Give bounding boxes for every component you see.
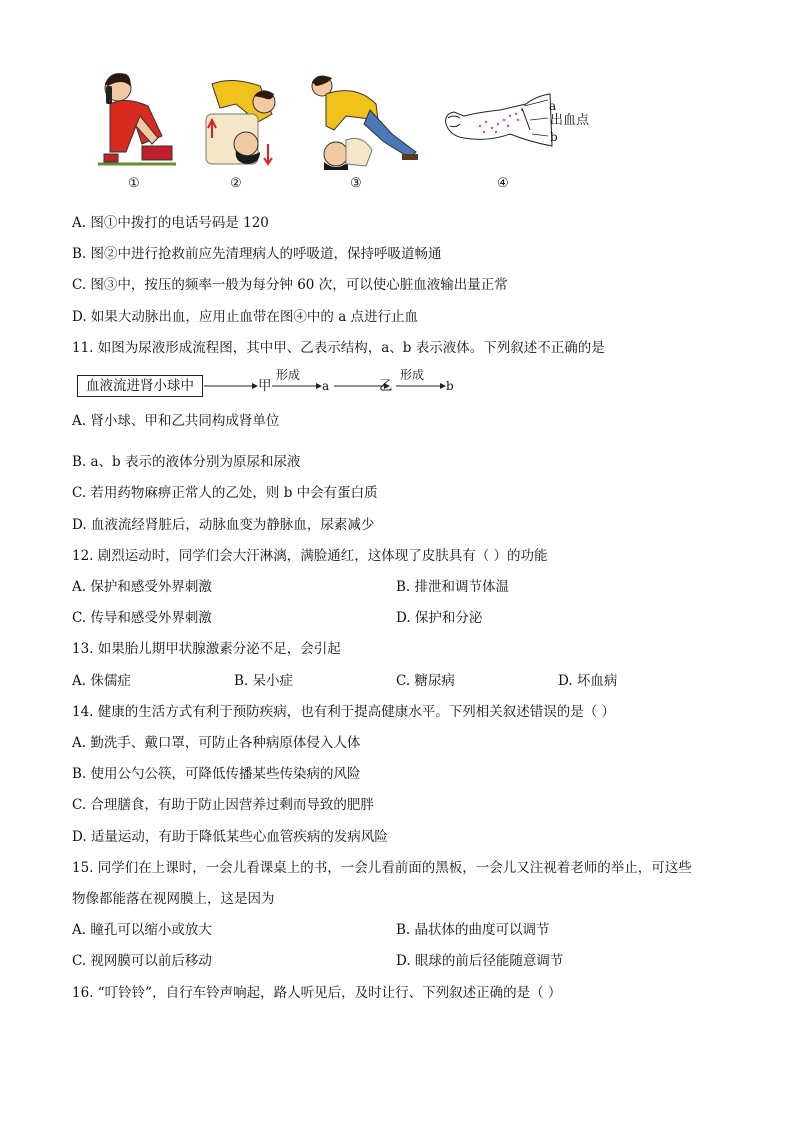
q13-option-c: C. 糖尿病 [396,673,455,689]
q15-stem-line-1: 15. 同学们在上课时，一会儿看课桌上的书，一会儿看前面的黑板，一会儿又注视着老师的举止，可这些 [72,860,692,876]
q12-option-a: A. 保护和感受外界刺激 [72,579,212,595]
flow-node-a: a [322,379,330,393]
q13-option-a: A. 侏儒症 [72,673,131,689]
figure-1-phone-call [96,66,178,174]
q14-option-d: D. 适量运动，有助于降低某些心血管疾病的发病风险 [72,829,388,845]
figure-4-label-b: b [550,130,558,144]
q10-option-c: C. 图③中，按压的频率一般为每分钟 60 次，可以使心脏血液输出量正常 [72,277,508,293]
q14-option-c: C. 合理膳食，有助于防止因营养过剩而导致的肥胖 [72,797,374,813]
q13-option-d: D. 坏血病 [558,673,618,689]
q12-option-d: D. 保护和分泌 [396,610,483,626]
q15-option-d: D. 眼球的前后径能随意调节 [396,953,564,969]
q11-stem: 11. 如图为尿液形成流程图，其中甲、乙表示结构，a、b 表示液体。下列叙述不正确的是 [72,340,605,356]
q14-option-b: B. 使用公勺公筷，可降低传播某些传染病的风险 [72,766,361,782]
q11-option-b: B. a、b 表示的液体分别为原尿和尿液 [72,454,301,470]
q15-option-c: C. 视网膜可以前后移动 [72,953,212,969]
q13-option-b: B. 呆小症 [234,673,294,689]
q11-option-d: D. 血液流经肾脏后，动脉血变为静脉血，尿素减少 [72,517,375,533]
figure-2-label: ② [230,176,242,191]
q10-option-a: A. 图①中拨打的电话号码是 120 [72,215,269,231]
figure-2-airway-clearing [202,74,284,174]
q14-option-a: A. 勤洗手、戴口罩，可防止各种病原体侵入人体 [72,735,361,751]
q15-stem-line-2: 物像都能落在视网膜上，这是因为 [72,891,275,907]
figure-4-label-bleeding-point: 出血点 [550,113,590,128]
q11-option-c: C. 若用药物麻痹正常人的乙处，则 b 中会有蛋白质 [72,485,378,501]
figure-4-label: ④ [497,176,509,191]
flow-label-form-1: 形成 [276,368,301,382]
q14-stem: 14. 健康的生活方式有利于预防疾病，也有利于提高健康水平。下列相关叙述错误的是（ ） [72,704,616,720]
flow-node-jia: 甲 [258,378,272,394]
q12-option-b: B. 排泄和调节体温 [396,579,510,595]
flow-node-b: b [446,379,454,393]
flow-label-form-2: 形成 [400,368,425,382]
figure-4-label-a: a [549,99,557,113]
q11-option-a: A. 肾小球、甲和乙共同构成肾单位 [72,413,280,429]
q13-stem: 13. 如果胎儿期甲状腺激素分泌不足，会引起 [72,641,341,657]
q15-option-b: B. 晶状体的曲度可以调节 [396,922,550,938]
figure-3-label: ③ [350,176,362,191]
q10-option-d: D. 如果大动脉出血，应用止血带在图④中的 a 点进行止血 [72,309,419,325]
q16-stem: 16. “叮铃铃”，自行车铃声响起，路人听见后，及时让行、下列叙述正确的是（ ） [72,985,562,1001]
flow-node-yi: 乙 [379,378,393,394]
q15-option-a: A. 瞳孔可以缩小或放大 [72,922,212,938]
q12-stem: 12. 剧烈运动时，同学们会大汗淋漓，满脸通红，这体现了皮肤具有（ ）的功能 [72,548,548,564]
q10-option-b: B. 图②中进行抢救前应先清理病人的呼吸道，保持呼吸道畅通 [72,246,442,262]
figure-1-label: ① [128,176,140,191]
figure-3-chest-compression [306,70,426,174]
q12-option-c: C. 传导和感受外界刺激 [72,610,212,626]
figure-4-arm-bleeding [440,86,560,156]
flow-start-box: 血液流进肾小球中 [77,375,203,397]
